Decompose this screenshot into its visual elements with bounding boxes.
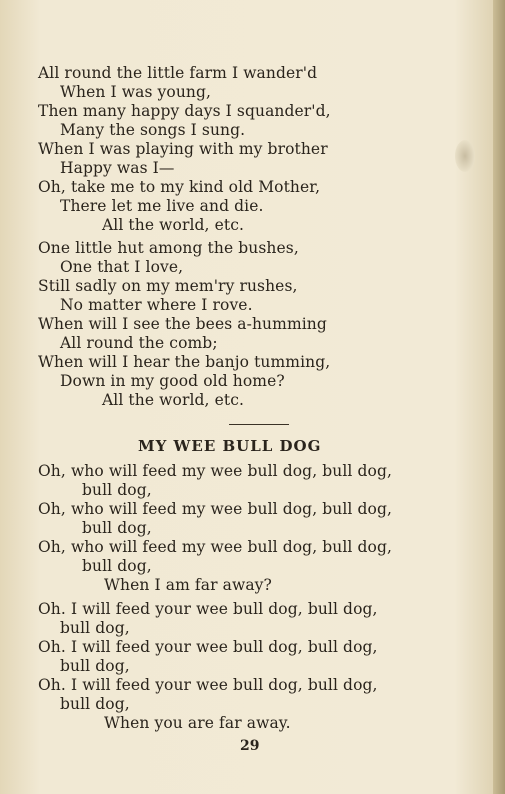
- verse-line: Oh. I will feed your wee bull dog, bull dog,: [38, 600, 378, 618]
- verse-line: bull dog,: [82, 557, 152, 575]
- verse-line: Oh, who will feed my wee bull dog, bull dog,: [38, 500, 392, 518]
- chorus-reference: All the world, etc.: [102, 391, 244, 409]
- verse-line: Still sadly on my mem'ry rushes,: [38, 277, 298, 295]
- verse-line: Many the songs I sung.: [60, 121, 246, 139]
- verse-line: bull dog,: [82, 481, 152, 499]
- verse-line: Oh, who will feed my wee bull dog, bull dog,: [38, 462, 392, 480]
- verse-line: There let me live and die.: [60, 197, 264, 215]
- verse-line: Happy was I—: [60, 159, 175, 177]
- verse-line: When I was young,: [60, 83, 212, 101]
- verse-line: All round the little farm I wander'd: [38, 64, 318, 82]
- verse-line: bull dog,: [82, 519, 152, 537]
- page-spine-edge: [493, 0, 505, 794]
- verse-line: No matter where I rove.: [60, 296, 253, 314]
- verse-line: One little hut among the bushes,: [38, 239, 299, 257]
- verse-line: Oh. I will feed your wee bull dog, bull dog,: [38, 638, 378, 656]
- verse-line: Oh, who will feed my wee bull dog, bull dog,: [38, 538, 392, 556]
- verse-line: bull dog,: [60, 619, 130, 637]
- verse-line: bull dog,: [60, 657, 130, 675]
- verse-line: Oh. I will feed your wee bull dog, bull dog,: [38, 676, 378, 694]
- verse-line: One that I love,: [60, 258, 184, 276]
- verse-line: When I am far away?: [104, 576, 272, 594]
- verse-line: All round the comb;: [60, 334, 218, 352]
- paper-stain: [455, 140, 475, 172]
- verse-line: When I was playing with my brother: [38, 140, 328, 158]
- chorus-reference: All the world, etc.: [102, 216, 244, 234]
- verse-line: When will I see the bees a-humming: [38, 315, 327, 333]
- section-divider: [229, 424, 289, 425]
- page-number: 29: [240, 738, 260, 754]
- song-title: MY WEE BULL DOG: [138, 437, 322, 455]
- verse-line: Then many happy days I squander'd,: [38, 102, 331, 120]
- verse-line: When you are far away.: [104, 714, 291, 732]
- verse-line: Oh, take me to my kind old Mother,: [38, 178, 321, 196]
- verse-line: Down in my good old home?: [60, 372, 285, 390]
- verse-line: bull dog,: [60, 695, 130, 713]
- verse-line: When will I hear the banjo tumming,: [38, 353, 331, 371]
